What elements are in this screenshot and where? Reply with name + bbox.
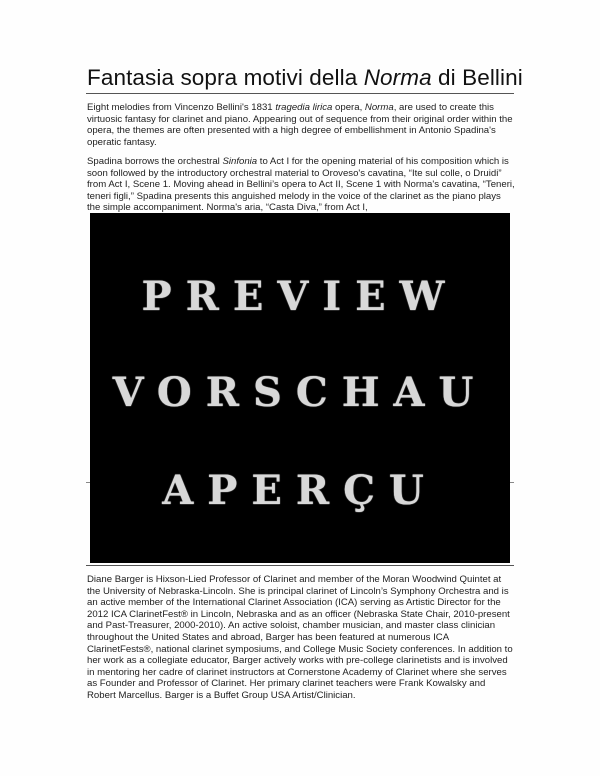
title-italic: Norma (363, 65, 432, 90)
text-segment: , are used to create this virtuosic fantasy for clarinet and piano. Appearing out of sequence from their original order within the opera, the themes are often presented with a high degree of embellishment in Antonio Spadina's operatic fantasy. (87, 102, 513, 148)
text-segment: Spadina borrows the orchestral (87, 156, 223, 167)
watermark-line-vorschau: VORSCHAU (90, 371, 510, 415)
preview-watermark (90, 213, 510, 563)
text-segment-italic: tragedia lirica (275, 102, 333, 113)
title-underline (86, 93, 514, 94)
text-segment: Diane Barger is Hixson-Lied Professor of Clarinet and member of the Moran Woodwind Quintet at the University of Nebraska-Lincoln. She is principal clarinet of Lincoln’s Symphony Orchestra and is an active member of the International Clarinet Association (ICA) serving as Artistic Director for the 2012 ICA ClarinetFest® in Lincoln, Nebraska and as an officer (Nebraska State Chair, 2010-present and Past-Treasurer, 2000-2010). An active soloist, chamber musician, and master class clinician throughout the United States and abroad, Barger has been featured at numerous ICA ClarinetFests®, national clarinet symposiums, and College Music Society conferences. In addition to her work as a collegiate educator, Barger actively works with pre-college clarinetists and is involved in mentoring her cadre of clarinet instructors at Cornerstone Academy of Clarinet where she serves as Founder and Professor of Clarinet. Her primary clarinet teachers were Frank Kowalsky and Robert Marcellus. Barger is a Buffet Group USA Artist/Clinician. (87, 574, 513, 701)
page-title (87, 65, 523, 91)
paragraph-analysis (87, 156, 515, 214)
watermark-line-apercu: APERÇU (90, 469, 510, 513)
text-segment: opera, (332, 102, 365, 113)
text-segment-italic: Sinfonia (222, 156, 258, 167)
title-prefix: Fantasia sopra motivi della (87, 65, 364, 90)
watermark-line-preview: PREVIEW (90, 275, 510, 319)
text-segment-italic: Norma (364, 102, 394, 113)
text-segment: to Act I for the opening material of his composition which is soon followed by the introductory orchestral material to Oroveso's cavatina, “Ite sul colle, o Druidi” from Act I, Scene 1. Moving ahead in Bellini’s opera to Act II, Scene 1 with Norma's cavatina, “Teneri, teneri figli,” Spadina presents this anguished melody in the voice of the clarinet as the piano plays the simple accompaniment. Norma's aria, “Casta Diva,” from Act I, (87, 156, 515, 214)
title-suffix: di Bellini (431, 65, 523, 90)
section-divider (86, 565, 514, 566)
paragraph-intro (87, 102, 515, 148)
text-segment: Eight melodies from Vincenzo Bellini's 1831 (87, 102, 276, 113)
paragraph-biography (87, 574, 515, 702)
